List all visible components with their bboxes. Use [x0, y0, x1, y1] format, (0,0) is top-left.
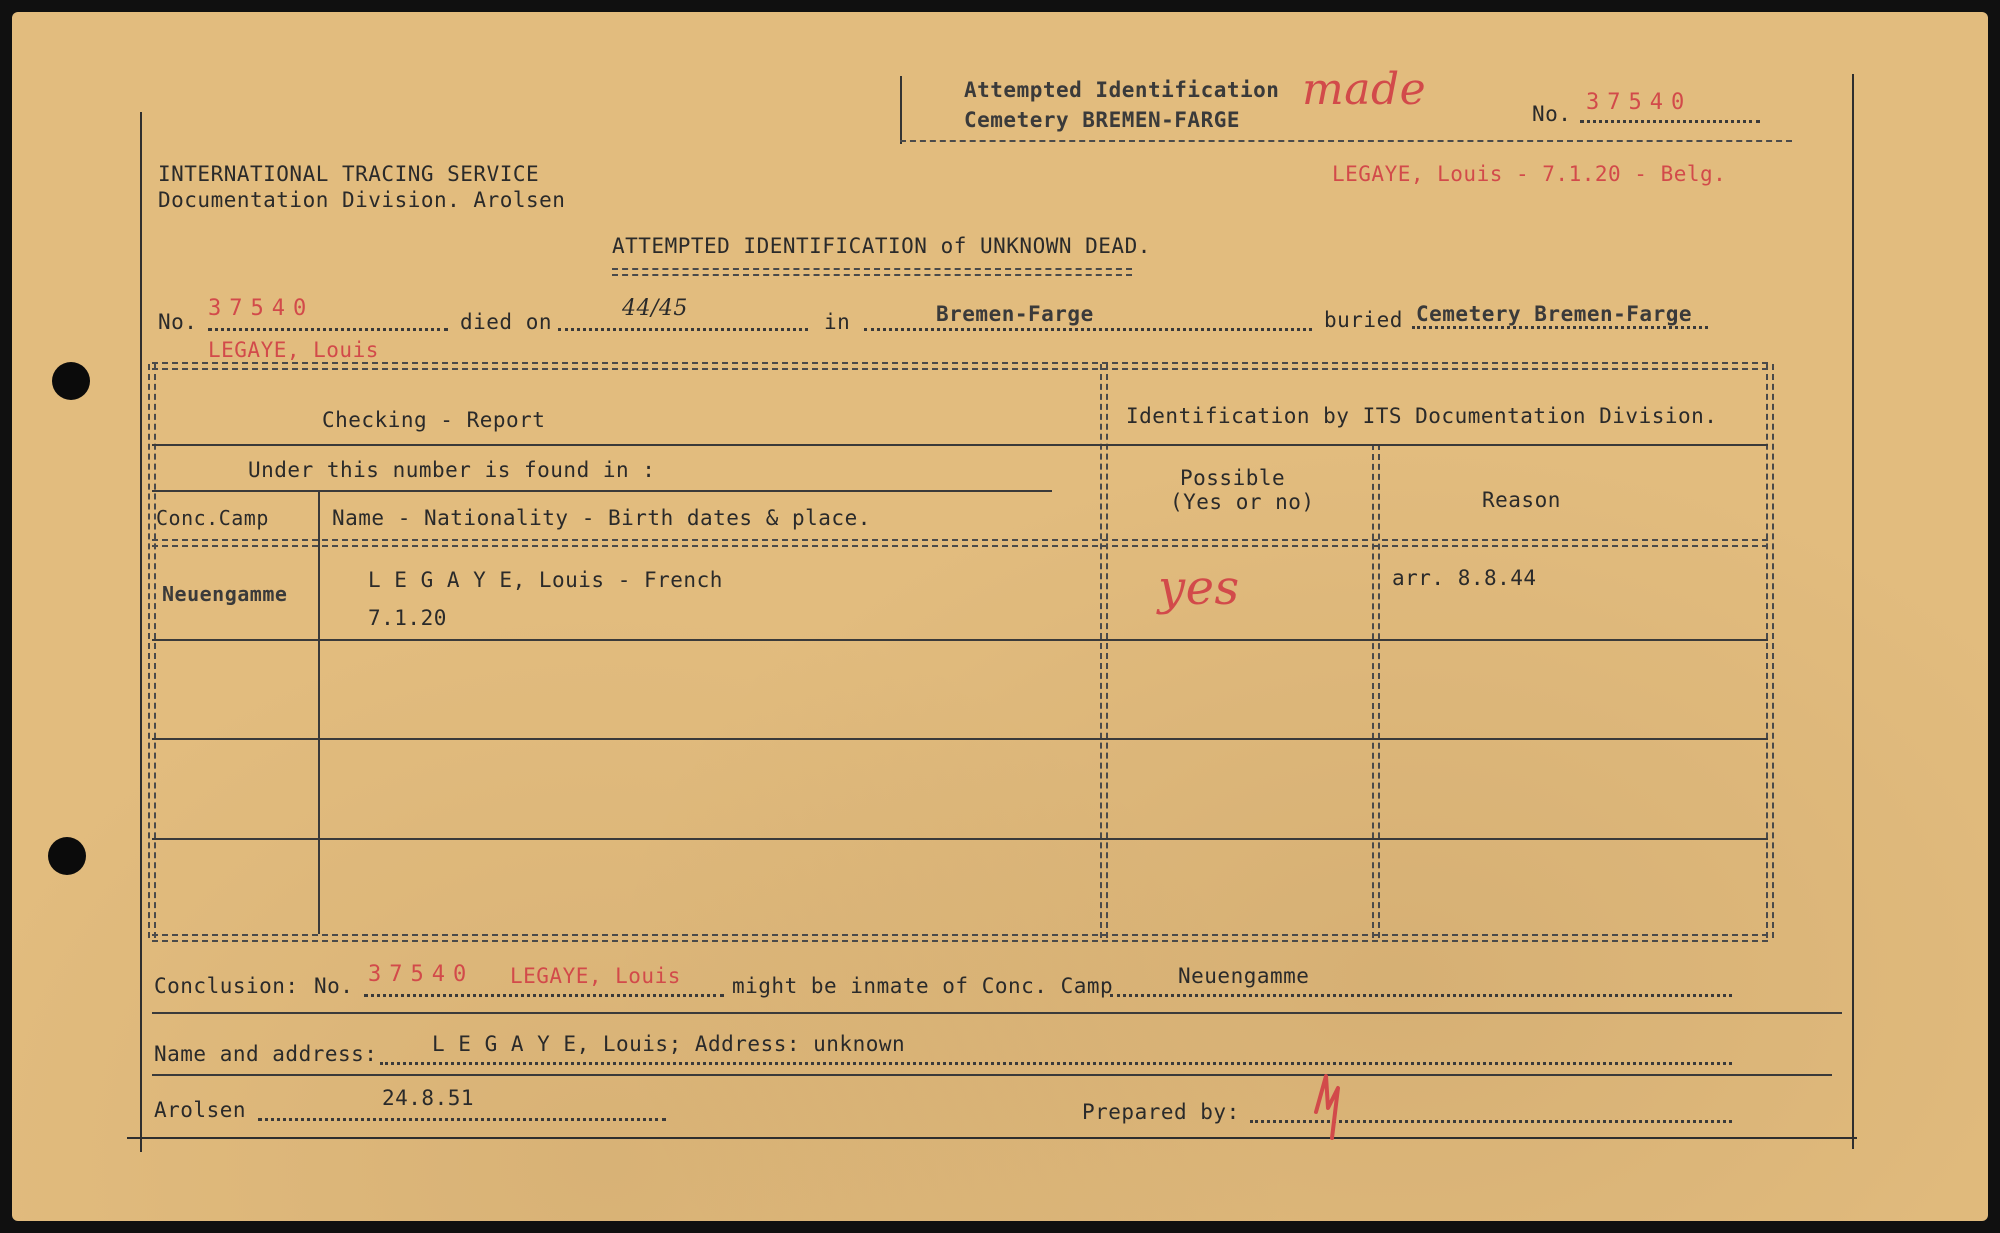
table-col-divider-camp: [318, 492, 320, 934]
col-header-reason: Reason: [1482, 488, 1561, 512]
conclusion-camp-dots: [1110, 994, 1732, 997]
conclusion-no-dots: [364, 994, 724, 997]
record-name: LEGAYE, Louis: [208, 338, 379, 362]
under-number-text: Under this number is found in :: [248, 458, 656, 482]
table-left-border: [148, 364, 156, 938]
stamp-box-bottom: [900, 140, 1792, 142]
stamp-line-2: Cemetery BREMEN-FARGE: [964, 108, 1241, 132]
col-header-camp: Conc.Camp: [156, 506, 269, 530]
checking-report-header: Checking - Report: [322, 408, 546, 432]
table-row-rule-2: [152, 738, 1768, 740]
table-top-border: [152, 362, 1768, 370]
col-header-possible-1: Possible: [1180, 466, 1286, 490]
buried-value: Cemetery Bremen-Farge: [1416, 302, 1693, 326]
conclusion-label: Conclusion:: [154, 974, 299, 998]
conclusion-name: LEGAYE, Louis: [510, 964, 681, 988]
org-line-1: INTERNATIONAL TRACING SERVICE: [158, 162, 540, 186]
in-dots: [864, 328, 1312, 331]
table-row-rule-1: [152, 639, 1768, 641]
stamp-box-left: [900, 76, 902, 144]
table-subheader-rule: [152, 490, 1052, 492]
handwritten-made: made: [1302, 64, 1427, 115]
in-label: in: [824, 310, 851, 334]
row1-name-line1: L E G A Y E, Louis - French: [368, 568, 723, 592]
frame-right: [1852, 74, 1854, 1149]
header-no-dots: [1580, 120, 1760, 123]
row1-name-line2: 7.1.20: [368, 606, 447, 630]
prepared-by-label: Prepared by:: [1082, 1100, 1240, 1124]
buried-label: buried: [1324, 308, 1403, 332]
title-underline: [612, 268, 1132, 276]
conclusion-rule: [152, 1012, 1842, 1014]
header-subject-line: LEGAYE, Louis - 7.1.20 - Belg.: [1332, 162, 1727, 186]
table-right-border: [1766, 364, 1774, 938]
header-no-label: No.: [1532, 102, 1572, 126]
record-no-dots: [208, 328, 448, 331]
table-row-rule-3: [152, 838, 1768, 840]
died-value: 44/45: [622, 296, 688, 321]
col-header-possible-2: (Yes or no): [1170, 490, 1315, 514]
header-no-value: 37540: [1586, 90, 1693, 115]
died-label: died on: [460, 310, 553, 334]
name-address-rule: [152, 1074, 1832, 1076]
table-col-divider-reason: [1372, 444, 1380, 938]
died-dots: [558, 328, 808, 331]
form-title: ATTEMPTED IDENTIFICATION of UNKNOWN DEAD.: [612, 234, 1151, 258]
row1-possible: yes: [1158, 560, 1240, 616]
conclusion-camp: Neuengamme: [1178, 964, 1310, 988]
row1-camp: Neuengamme: [162, 582, 288, 606]
frame-bottom: [127, 1137, 1857, 1139]
identification-card: [12, 12, 1988, 1221]
conclusion-no-label: No.: [314, 974, 354, 998]
name-address-value: L E G A Y E, Louis; Address: unknown: [432, 1032, 906, 1056]
conclusion-mid-text: might be inmate of Conc. Camp: [732, 974, 1114, 998]
buried-dots: [1412, 326, 1708, 329]
prepared-by-signature: [1308, 1068, 1348, 1140]
row1-reason: arr. 8.8.44: [1392, 566, 1537, 590]
punch-hole-top: [52, 362, 90, 400]
name-address-dots: [380, 1062, 1732, 1065]
punch-hole-bottom: [48, 837, 86, 875]
table-col-divider-main: [1100, 364, 1108, 938]
conclusion-no-value: 37540: [368, 962, 475, 987]
record-no-value: 37540: [208, 296, 315, 321]
record-no-label: No.: [158, 310, 198, 334]
name-address-label: Name and address:: [154, 1042, 378, 1066]
col-header-name: Name - Nationality - Birth dates & place.: [332, 506, 871, 530]
footer-place: Arolsen: [154, 1098, 247, 1122]
table-columns-rule: [152, 539, 1768, 547]
footer-date: 24.8.51: [382, 1086, 475, 1110]
identification-header: Identification by ITS Documentation Division.: [1126, 404, 1718, 428]
org-line-2: Documentation Division. Arolsen: [158, 188, 566, 212]
footer-place-dots: [258, 1118, 666, 1121]
in-value: Bremen-Farge: [936, 302, 1094, 326]
table-header-rule: [152, 444, 1768, 446]
table-bottom-border: [152, 934, 1768, 942]
frame-left: [140, 112, 142, 1152]
stamp-line-1: Attempted Identification: [964, 78, 1280, 102]
